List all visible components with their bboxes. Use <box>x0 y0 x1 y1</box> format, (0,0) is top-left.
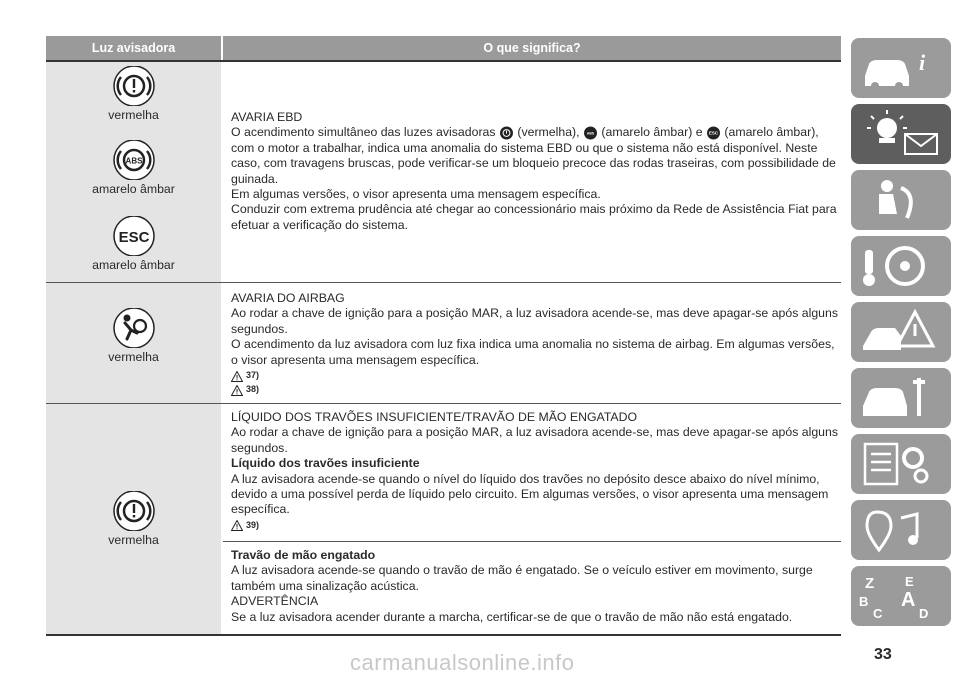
sidebar-tab-starting-driving[interactable] <box>851 236 951 296</box>
svg-text:i: i <box>919 50 926 75</box>
warning-ref-39: 39) <box>246 520 260 531</box>
row3-description-part2 <box>231 548 841 625</box>
seat-airbag-icon <box>857 174 937 226</box>
row2-icon <box>46 308 221 364</box>
row1-label-amber-2: (amarelo âmbar), <box>724 125 819 140</box>
row3-p4: Se a luz avisadora acender durante a marcha, certificar-se de que o travão de mão não está engatado. <box>231 609 793 624</box>
row1-color-label-1: vermelha <box>108 108 159 122</box>
row2-description <box>231 291 841 396</box>
row3-color-label: vermelha <box>108 533 159 547</box>
row1-text-before: O acendimento simultâneo das luzes avisadoras <box>231 125 496 140</box>
sidebar-tab-multimedia[interactable] <box>851 500 951 560</box>
row2-title: AVARIA DO AIRBAG <box>231 291 345 305</box>
watermark: carmanualsonline.info <box>350 650 575 675</box>
sidebar-tab-emergency[interactable] <box>851 302 951 362</box>
esc-inline-icon <box>706 126 721 140</box>
svg-text:D: D <box>919 606 929 621</box>
row1-icon-abs <box>46 140 221 196</box>
specifications-gears-icon <box>857 438 937 490</box>
abs-inline-icon <box>583 126 598 140</box>
svg-text:C: C <box>873 606 883 621</box>
row1-line2: com o motor a trabalhar, indica uma anomalia do sistema EBD ou que o sistema não está disponível. Neste caso, com travagens bruscas, pode verificar-se um bloqueio precoce das rodas traseiras, com possibilidade de guinada. <box>231 140 836 186</box>
sidebar-tab-safety[interactable] <box>851 170 951 230</box>
svg-text:ABS: ABS <box>586 131 595 136</box>
row3-p1: Ao rodar a chave de ignição para a posição MAR, a luz avisadora acende-se, mas deve apagar-se após alguns segundos. <box>231 425 839 455</box>
row3-subtitle-handbrake: Travão de mão engatado <box>231 548 376 562</box>
row2-p2: O acendimento da luz avisadora com luz fixa indica uma anomalia no sistema de airbag. Em algumas versões, o visor apresenta uma mensagem específica. <box>231 337 835 367</box>
row2-color-label: vermelha <box>108 350 159 364</box>
row2-warning-ref-2 <box>231 384 841 396</box>
warning-ref-37: 37) <box>246 370 260 381</box>
emergency-triangle-icon <box>857 306 937 358</box>
key-steering-wheel-icon <box>857 240 937 292</box>
warning-triangle-icon <box>231 520 243 531</box>
airbag-icon <box>112 308 156 348</box>
warning-ref-38: 38) <box>246 384 260 395</box>
row1-label-amber-1: (amarelo âmbar) e <box>601 125 703 140</box>
page-number: 33 <box>874 646 892 663</box>
svg-text:A: A <box>901 589 916 611</box>
table-bottom-rule <box>46 634 841 636</box>
warning-light-message-icon <box>857 108 945 160</box>
sidebar-tab-car-info[interactable] <box>851 38 951 98</box>
svg-text:ESC: ESC <box>118 229 149 246</box>
row1-description <box>231 110 841 233</box>
row1-line3: Em algumas versões, o visor apresenta uma mensagem específica. <box>231 187 601 202</box>
row2-warning-ref-1 <box>231 370 841 382</box>
row2-p1: Ao rodar a chave de ignição para a posição MAR, a luz avisadora acende-se, mas deve apagar-se após alguns segundos. <box>231 306 839 336</box>
row-separator <box>46 403 841 404</box>
brake-circle-icon <box>112 66 156 106</box>
row1-line4: Conduzir com extrema prudência até chegar ao concessionário mais próximo da Rede de Assistência Fiat para efetuar a verificação do sistema. <box>231 202 837 232</box>
svg-text:B: B <box>859 594 869 609</box>
sidebar-tab-warning-lights[interactable] <box>851 104 951 164</box>
brake-circle-icon <box>112 491 156 531</box>
header-meaning: O que significa? <box>223 36 841 60</box>
row1-icon-esc <box>46 216 221 272</box>
row1-line1 <box>231 125 841 140</box>
car-info-icon <box>857 42 937 94</box>
row1-title: AVARIA EBD <box>231 110 303 124</box>
subrow-separator <box>223 541 841 542</box>
warning-triangle-icon <box>231 385 243 396</box>
sidebar-tab-index[interactable] <box>851 566 951 626</box>
svg-text:ESC: ESC <box>708 130 719 136</box>
row3-p3: A luz avisadora acende-se quando o travão de mão é engatado. Se o veículo estiver em movimento, surge também uma sinalização acústica. <box>231 563 813 593</box>
svg-text:ABS: ABS <box>125 156 142 166</box>
abs-icon <box>112 140 156 180</box>
warning-triangle-icon <box>231 371 243 382</box>
row3-description <box>231 410 841 532</box>
row3-p2: A luz avisadora acende-se quando o nível do líquido dos travões no depósito desce abaixo do nível mínimo, devido a uma possível perda de líquido pelo circuito. Em algumas versões, o visor apresenta uma mensagem específica. <box>231 471 829 517</box>
row-separator <box>46 282 841 283</box>
brake-inline-icon <box>499 126 514 140</box>
svg-text:Z: Z <box>865 575 875 592</box>
car-service-icon <box>857 372 937 424</box>
row1-color-label-3: amarelo âmbar <box>92 258 175 272</box>
row1-icon-brake <box>46 66 221 122</box>
row3-advert: ADVERTÊNCIA <box>231 594 319 609</box>
svg-text:E: E <box>905 574 914 589</box>
row1-label-red: (vermelha), <box>517 125 580 140</box>
sidebar-tab-technical-data[interactable] <box>851 434 951 494</box>
row3-icon <box>46 491 221 547</box>
row3-title: LÍQUIDO DOS TRAVÕES INSUFICIENTE/TRAVÃO DE MÃO ENGATADO <box>231 410 638 424</box>
row1-color-label-2: amarelo âmbar <box>92 182 175 196</box>
multimedia-icon <box>857 504 937 556</box>
row3-subtitle-fluid: Líquido dos travões insuficiente <box>231 456 420 471</box>
header-warning-light: Luz avisadora <box>46 36 221 60</box>
esc-icon <box>112 216 156 256</box>
index-letters-icon <box>857 570 937 622</box>
row3-warning-ref <box>231 520 841 532</box>
sidebar-tab-maintenance[interactable] <box>851 368 951 428</box>
